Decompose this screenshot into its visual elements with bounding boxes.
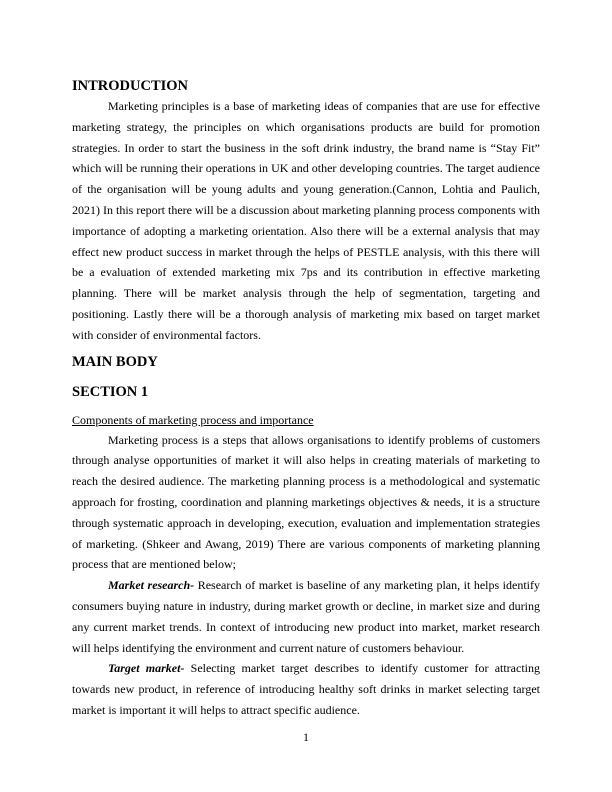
target-market-term: Target market- (108, 661, 185, 676)
market-research-term: Market research- (108, 578, 195, 593)
target-market-text: Selecting market target describes to identify customer for attracting towards new product, in reference of introducing healthy soft drinks in market selecting target market is important it will helps to attract specific audience. (72, 661, 541, 717)
introduction-heading: INTRODUCTION (72, 78, 189, 94)
main-body-heading: MAIN BODY (72, 353, 158, 370)
document-page (72, 76, 540, 721)
target-market-paragraph (72, 658, 540, 720)
introduction-paragraph: Marketing principles is a base of marketing ideas of companies that are use for effective marketing strategy, the principles on which organisations products are build for promotion strategies. In order to start the business in the soft drink industry, the brand name is “Stay Fit” which will be running their operations in UK and other developing countries. The target audience of the organisation will be young adults and young generation.(Cannon, Lohtia and Paulich, 2021) In this report there will be a discussion about marketing planning process components with importance of adopting a marketing orientation. Also there will be a external analysis that may effect new product success in market through the helps of PESTLE analysis, with this there will be a evaluation of extended marketing mix 7ps and its contribution in effective marketing planning. There will be market analysis through the help of segmentation, targeting and positioning. Lastly there will be a thorough analysis of marketing mix based on target market with consider of environmental factors. (72, 99, 540, 342)
market-research-paragraph (72, 575, 540, 658)
section-1-heading: SECTION 1 (72, 383, 149, 400)
market-research-text: Research of market is baseline of any marketing plan, it helps identify consumers buying nature in industry, during market growth or decline, in market size and during any current market trends. In context of introducing new product into market, market research will helps identifying the environment and current nature of customers behaviour. (72, 578, 540, 655)
marketing-process-paragraph: Marketing process is a steps that allows organisations to identify problems of customers through analyse opportunities of market it will also helps in creating materials of marketing to reach the desired audience. The marketing planning process is a methodological and systematic approach for frosting, coordination and planning marketings objectives & needs, it is a structure through systematic approach in developing, execution, evaluation and implementation strategies of marketing. (Shkeer and Awang, 2019) There are various components of marketing planning process that are mentioned below; (72, 432, 540, 572)
page-number: 1 (303, 730, 309, 744)
section-1-subheading: Components of marketing process and importance (72, 412, 314, 427)
